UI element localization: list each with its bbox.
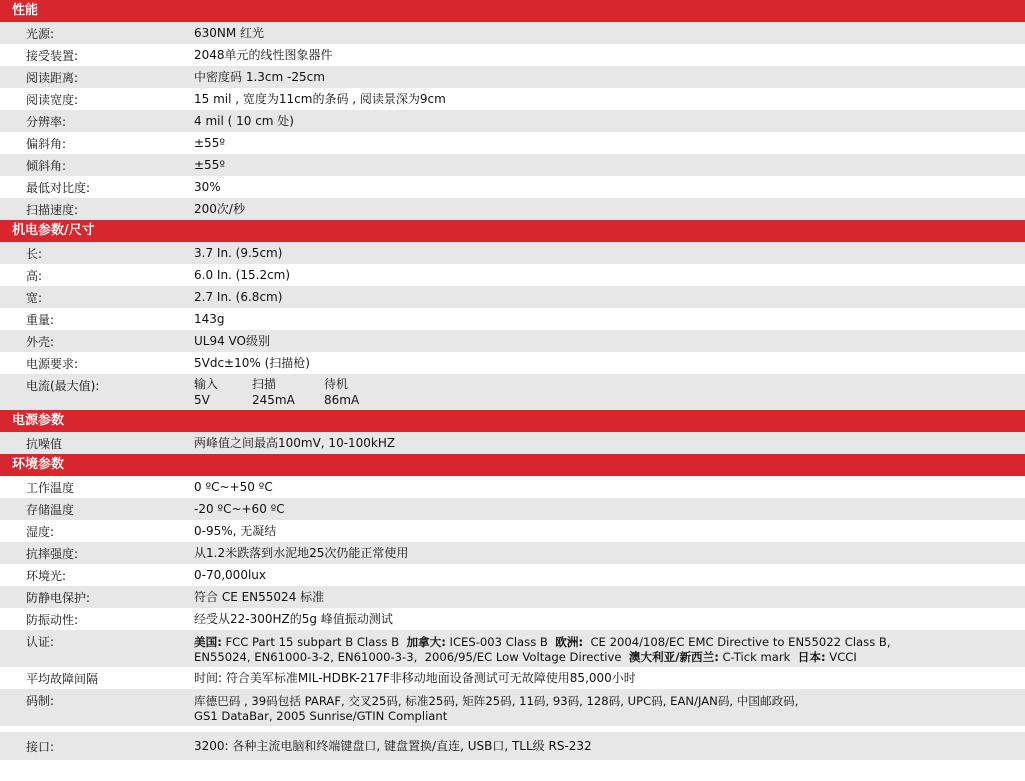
spec-value: 5Vdc±10% (扫描枪) (194, 355, 310, 370)
spec-row (0, 308, 1025, 330)
spec-label: 抗摔强度: (26, 546, 79, 561)
spec-label: 长: (26, 246, 43, 261)
cert-text: VCCI (825, 649, 857, 664)
spec-value: UL94 VO级别 (194, 333, 270, 348)
spec-value: 符合 CE EN55024 标准 (194, 589, 325, 604)
spec-value: 6.0 In. (15.2cm) (194, 267, 291, 282)
spec-label: 分辨率: (26, 114, 67, 129)
spec-label: 认证: (26, 635, 55, 649)
cert-text: CE 2004/108/EC EMC Directive to EN55022 Class B, (583, 634, 891, 649)
spec-row (0, 476, 1025, 498)
spec-label: 偏斜角: (26, 136, 67, 151)
spec-row (0, 132, 1025, 154)
spec-value: 3200: 各种主流电脑和终端键盘口, 键盘置换/直连, USB口, TLL级 RS-232 (194, 738, 592, 753)
spec-value: ±55º (194, 135, 225, 150)
section-header-environment: 环境参数 (0, 454, 1025, 476)
spec-row (0, 88, 1025, 110)
spec-label: 湿度: (26, 524, 55, 539)
spec-value: 0-70,000lux (194, 567, 266, 582)
spec-row (0, 330, 1025, 352)
spec-row (0, 242, 1025, 264)
spec-value: 2.7 In. (6.8cm) (194, 289, 283, 304)
cert-text: ICES-003 Class B (445, 634, 556, 649)
current-value-scan: 245mA (252, 393, 295, 407)
spec-value: 4 mil ( 10 cm 处) (194, 113, 294, 128)
section-header-mechanical: 机电参数/尺寸 (0, 220, 1025, 242)
spec-row (0, 154, 1025, 176)
cert-row (0, 630, 1025, 667)
cert-region-canada: 加拿大: (406, 634, 446, 649)
spec-label: 防振动性: (26, 612, 79, 627)
spec-label: 扫描速度: (26, 202, 79, 217)
spec-row (0, 432, 1025, 454)
cert-text: FCC Part 15 subpart B Class B (221, 634, 407, 649)
spec-value: 200次/秒 (194, 201, 245, 216)
spec-row (0, 66, 1025, 88)
spec-label: 阅读距离: (26, 70, 79, 85)
spec-value: 从1.2米跌落到水泥地25次仍能正常使用 (194, 545, 409, 560)
spec-row (0, 110, 1025, 132)
spec-row (0, 198, 1025, 220)
cert-region-anz: 澳大利亚/新西兰: (628, 649, 719, 664)
symbology-value (194, 692, 1025, 724)
spec-value: -20 ºC~+60 ºC (194, 501, 285, 516)
symbology-line-2: GS1 DataBar, 2005 Sunrise/GTIN Compliant (194, 708, 448, 723)
spec-value: ±55º (194, 157, 225, 172)
spec-label: 环境光: (26, 568, 67, 583)
spec-label: 外壳: (26, 334, 55, 349)
current-value-standby: 86mA (324, 393, 360, 407)
spec-value: 630NM 红光 (194, 25, 265, 40)
spec-value: 2048单元的线性图象器件 (194, 47, 333, 62)
spec-value: 两峰值之间最高100mV, 10-100kHZ (194, 435, 396, 450)
cert-region-europe: 欧洲: (555, 634, 584, 649)
spec-row (0, 22, 1025, 44)
symbology-row (0, 689, 1025, 726)
cert-region-us: 美国: (194, 634, 222, 649)
spec-row (0, 732, 1025, 760)
cert-value (194, 633, 1025, 665)
spec-value: 3.7 In. (9.5cm) (194, 245, 283, 260)
current-value-input: 5V (194, 393, 210, 407)
cert-text: EN55024, EN61000-3-2, EN61000-3-3, 2006/95/EC Low Voltage Directive (194, 649, 629, 664)
spec-label: 接受装置: (26, 48, 79, 63)
spec-label: 电源要求: (26, 356, 79, 371)
cert-line-1 (194, 635, 1005, 650)
spec-row (0, 264, 1025, 286)
spec-value: 时间: 符合美军标准MIL-HDBK-217F非移动地面设备测试可无故障使用85,000小时 (194, 670, 636, 685)
spec-value: 0 ºC~+50 ºC (194, 479, 273, 494)
spec-label: 存储温度 (26, 502, 75, 517)
spec-value: 15 mil , 宽度为11cm的条码 , 阅读景深为9cm (194, 91, 446, 106)
current-row (0, 374, 1025, 410)
spec-label: 接口: (26, 739, 55, 754)
spec-label: 平均故障间隔 (26, 671, 99, 686)
spec-label: 光源: (26, 26, 55, 41)
section-header-performance: 性能 (0, 0, 1025, 22)
spec-label: 重量: (26, 312, 55, 327)
spec-row (0, 542, 1025, 564)
current-header-input: 输入 (194, 377, 219, 391)
cert-text: C-Tick mark (718, 649, 798, 664)
spec-row (0, 176, 1025, 198)
spec-label: 码制: (26, 694, 55, 708)
spec-row (0, 498, 1025, 520)
spec-row (0, 667, 1025, 689)
spec-row (0, 352, 1025, 374)
spec-row (0, 520, 1025, 542)
spec-label: 高: (26, 268, 43, 283)
spec-label: 宽: (26, 290, 43, 305)
spec-label: 阅读宽度: (26, 92, 79, 107)
spec-row (0, 608, 1025, 630)
spec-label: 最低对比度: (26, 180, 91, 195)
current-table (194, 376, 1025, 408)
current-header-standby: 待机 (324, 377, 349, 391)
spec-row (0, 586, 1025, 608)
spec-label: 防静电保护: (26, 590, 91, 605)
spec-row (0, 564, 1025, 586)
spec-value: 30% (194, 179, 221, 194)
spec-label: 抗噪值 (26, 436, 63, 451)
cert-region-japan: 日本: (797, 649, 826, 664)
current-header-scan: 扫描 (252, 377, 277, 391)
section-header-power: 电源参数 (0, 410, 1025, 432)
spec-label: 电流(最大值): (26, 379, 100, 393)
symbology-line-1: 库德巴码 , 39码包括 PARAF, 交叉25码, 标准25码, 矩阵25码, 11码, 93码, 128码, UPC码, EAN/JAN码, 中国邮政码, (194, 693, 799, 708)
cert-line-2 (194, 650, 1005, 665)
spec-value: 经受从22-300HZ的5g 峰值振动测试 (194, 611, 393, 626)
spec-value: 中密度码 1.3cm -25cm (194, 69, 325, 84)
spec-row (0, 44, 1025, 66)
spec-row (0, 286, 1025, 308)
spec-label: 倾斜角: (26, 158, 67, 173)
spec-label: 工作温度 (26, 480, 75, 495)
spec-value: 0-95%, 无凝结 (194, 523, 277, 538)
spec-value: 143g (194, 311, 225, 326)
